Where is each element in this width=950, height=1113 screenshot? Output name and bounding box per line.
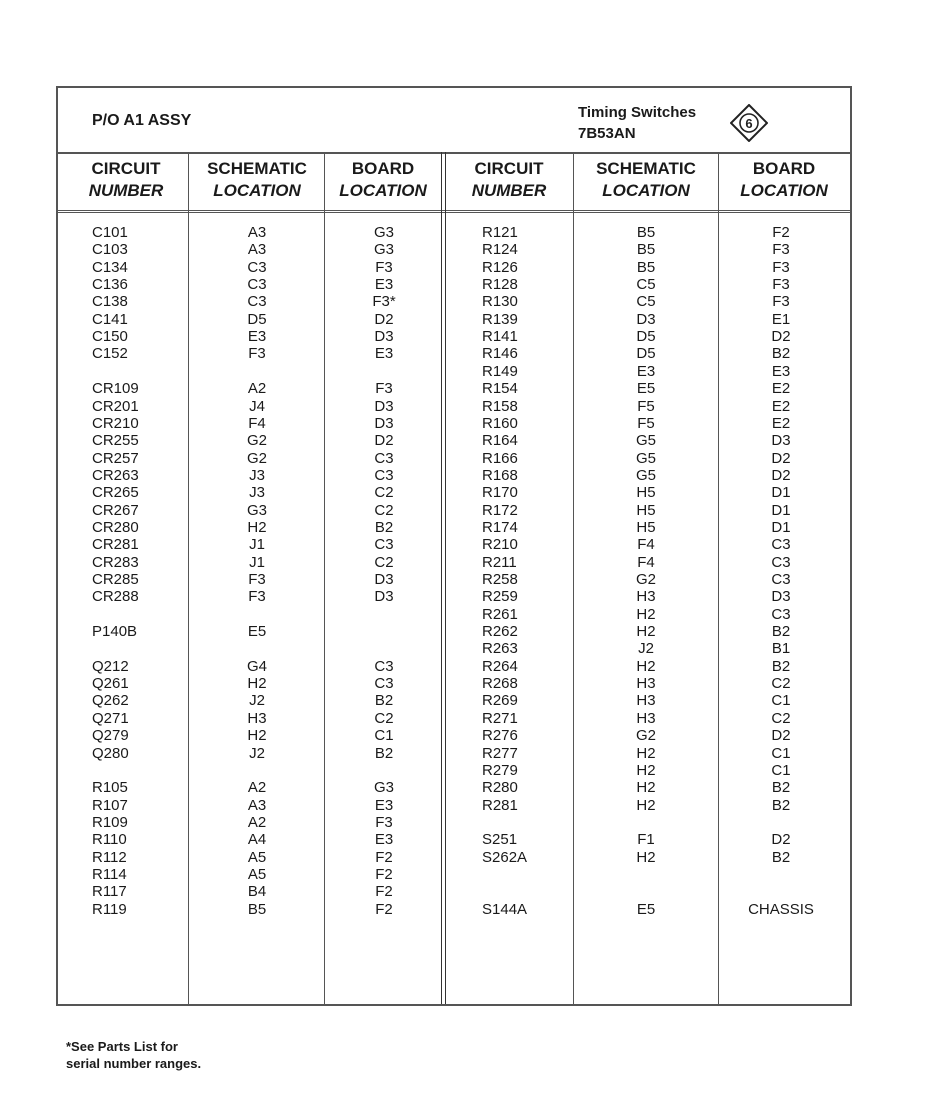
- board-location: F3: [375, 258, 393, 276]
- circuit-number: CR288: [92, 588, 139, 606]
- board-location: D3: [771, 588, 791, 606]
- schematic-location: C3: [247, 276, 267, 294]
- schematic-location: H2: [636, 796, 656, 814]
- section-title-line2: 7B53AN: [578, 125, 636, 142]
- schematic-location: G5: [635, 432, 656, 450]
- schematic-location: H2: [636, 657, 656, 675]
- board-location: C1: [771, 692, 791, 710]
- circuit-number: R121: [482, 224, 518, 241]
- board-location: E3: [771, 362, 791, 380]
- schematic-location: G5: [635, 466, 656, 484]
- schematic-location: F4: [637, 553, 655, 571]
- board-location: C3: [771, 536, 791, 554]
- schematic-location: B5: [636, 224, 656, 241]
- circuit-number: R269: [482, 692, 518, 710]
- circuit-number: R170: [482, 484, 518, 502]
- schematic-location: G2: [246, 432, 267, 450]
- circuit-number: C152: [92, 345, 128, 363]
- schematic-location: F3: [248, 345, 266, 363]
- circuit-number: R281: [482, 796, 518, 814]
- circuit-number: S262A: [482, 848, 528, 866]
- circuit-number: R160: [482, 414, 518, 432]
- circuit-number: R174: [482, 518, 518, 536]
- board-location: D1: [771, 518, 791, 536]
- schematic-location: D5: [247, 310, 267, 328]
- circuit-number: S251: [482, 831, 518, 849]
- circuit-number: Q279: [92, 727, 129, 745]
- footnote: [66, 1038, 201, 1072]
- schematic-location: H2: [247, 727, 267, 745]
- board-location: D2: [374, 310, 394, 328]
- circuit-number: R280: [482, 779, 518, 797]
- board-location: F2: [375, 900, 393, 918]
- board-location: C2: [771, 709, 791, 727]
- board-location: B2: [771, 779, 791, 797]
- schematic-location: H3: [636, 588, 656, 606]
- circuit-number: R259: [482, 588, 518, 606]
- board-location: E2: [771, 380, 791, 398]
- column-header: [66, 158, 186, 202]
- board-location: [324, 623, 444, 641]
- circuit-number: C138: [92, 293, 128, 311]
- circuit-number: C134: [92, 258, 128, 276]
- column-header-line2: NUMBER: [88, 181, 164, 200]
- board-location: D3: [374, 414, 394, 432]
- circuit-number: CR255: [92, 432, 139, 450]
- column-header: [719, 158, 849, 202]
- schematic-location: F1: [637, 831, 655, 849]
- circuit-number: R149: [482, 362, 518, 380]
- board-location: C2: [374, 484, 394, 502]
- schematic-location: D3: [636, 310, 656, 328]
- board-location: D2: [771, 727, 791, 745]
- board-location: F2: [375, 848, 393, 866]
- circuit-number: R258: [482, 571, 518, 588]
- board-location: D3: [374, 328, 394, 346]
- schematic-location: H3: [636, 675, 656, 693]
- circuit-number: CR280: [92, 518, 139, 536]
- schematic-location: F3: [248, 588, 266, 606]
- section-title: [578, 102, 696, 144]
- schematic-location: F4: [637, 536, 655, 554]
- circuit-number: R114: [92, 865, 127, 883]
- parts-location-table: [56, 86, 852, 1006]
- circuit-number: R107: [92, 796, 128, 814]
- board-location: E1: [771, 310, 791, 328]
- board-location: F3*: [372, 293, 396, 311]
- board-location: D3: [374, 571, 394, 588]
- circuit-number: R126: [482, 258, 518, 276]
- schematic-location: J3: [249, 484, 265, 502]
- badge-number: 6: [745, 116, 753, 131]
- circuit-number: CR257: [92, 449, 139, 467]
- board-location: F3: [772, 241, 790, 259]
- circuit-number: R110: [92, 831, 127, 849]
- column-header-line1: CIRCUIT: [474, 159, 544, 178]
- circuit-number: CR281: [92, 536, 139, 554]
- board-location: F2: [772, 224, 790, 241]
- schematic-location: H2: [636, 848, 656, 866]
- column-header-line1: SCHEMATIC: [207, 159, 307, 178]
- schematic-location: E5: [247, 623, 267, 641]
- circuit-number: Q271: [92, 709, 129, 727]
- schematic-location: B5: [636, 241, 656, 259]
- circuit-number: C150: [92, 328, 128, 346]
- board-location: C3: [374, 449, 394, 467]
- assembly-label: P/O A1 ASSY: [92, 112, 192, 129]
- board-location: D3: [374, 397, 394, 415]
- column-header-line2: NUMBER: [471, 181, 547, 200]
- board-location: C1: [771, 744, 791, 762]
- circuit-number: CR109: [92, 380, 139, 398]
- board-location: F3: [375, 380, 393, 398]
- circuit-number: CR265: [92, 484, 139, 502]
- circuit-number: R141: [482, 328, 518, 346]
- board-location: C2: [374, 709, 394, 727]
- board-location: C3: [771, 605, 791, 623]
- circuit-number: Q262: [92, 692, 129, 710]
- board-location: B2: [771, 345, 791, 363]
- circuit-number: R166: [482, 449, 518, 467]
- schematic-location: J4: [249, 397, 265, 415]
- board-location: C3: [374, 536, 394, 554]
- schematic-location: C5: [636, 293, 656, 311]
- schematic-location: J3: [249, 466, 265, 484]
- board-location: G3: [373, 241, 394, 259]
- board-location: D2: [771, 328, 791, 346]
- schematic-location: H5: [636, 484, 656, 502]
- circuit-number: R268: [482, 675, 518, 693]
- board-location: C3: [771, 553, 791, 571]
- schematic-location: J2: [638, 640, 654, 658]
- schematic-location: H3: [636, 709, 656, 727]
- board-location: C2: [374, 501, 394, 519]
- board-location: F3: [375, 813, 393, 831]
- schematic-location: H2: [636, 761, 656, 779]
- board-location: D1: [771, 484, 791, 502]
- circuit-number: R112: [92, 848, 127, 866]
- schematic-location: A2: [247, 779, 267, 797]
- circuit-number: R168: [482, 466, 518, 484]
- circuit-number: R128: [482, 276, 518, 294]
- schematic-location: C5: [636, 276, 656, 294]
- circuit-number: Q280: [92, 744, 129, 762]
- schematic-location: F5: [637, 397, 655, 415]
- circuit-number: CR267: [92, 501, 139, 519]
- table-title-bar: [58, 88, 850, 154]
- circuit-number: R263: [482, 640, 518, 658]
- schematic-location: E3: [636, 362, 656, 380]
- diamond-badge-icon: [730, 104, 768, 142]
- circuit-number: R124: [482, 241, 518, 259]
- circuit-number: R109: [92, 813, 128, 831]
- schematic-location: G4: [246, 657, 267, 675]
- circuit-number: C103: [92, 241, 128, 259]
- board-location: E3: [374, 796, 394, 814]
- circuit-number: R277: [482, 744, 518, 762]
- schematic-location: J2: [249, 692, 265, 710]
- circuit-number: R130: [482, 293, 518, 311]
- circuit-number: R261: [482, 605, 518, 623]
- board-location: F2: [375, 865, 393, 883]
- board-location: C1: [771, 761, 791, 779]
- board-location: D3: [771, 432, 791, 450]
- circuit-number: R139: [482, 310, 518, 328]
- circuit-number: CR210: [92, 414, 139, 432]
- schematic-location: B4: [247, 883, 267, 901]
- board-location: B2: [374, 518, 394, 536]
- column-header-line2: LOCATION: [740, 181, 828, 200]
- column-header-line2: LOCATION: [602, 181, 690, 200]
- circuit-number: R146: [482, 345, 518, 363]
- circuit-number: CR285: [92, 571, 139, 588]
- board-location: B2: [374, 744, 394, 762]
- footnote-line2: serial number ranges.: [66, 1056, 202, 1071]
- schematic-location: B5: [636, 258, 656, 276]
- schematic-location: H3: [247, 709, 267, 727]
- board-location: D2: [374, 432, 394, 450]
- board-location: B2: [771, 623, 791, 641]
- schematic-location: H2: [636, 623, 656, 641]
- circuit-number: CR263: [92, 466, 139, 484]
- board-location: C3: [374, 466, 394, 484]
- board-location: F3: [772, 258, 790, 276]
- column-header: [574, 158, 718, 202]
- column-header-line2: LOCATION: [213, 181, 301, 200]
- column-header-line1: CIRCUIT: [91, 159, 161, 178]
- board-location: CHASSIS: [748, 900, 814, 918]
- circuit-number: R262: [482, 623, 518, 641]
- schematic-location: H2: [636, 605, 656, 623]
- schematic-location: H5: [636, 518, 656, 536]
- circuit-number: CR283: [92, 553, 139, 571]
- board-location: C3: [374, 675, 394, 693]
- schematic-location: A5: [247, 865, 267, 883]
- circuit-number: R211: [482, 553, 517, 571]
- board-location: E3: [374, 345, 394, 363]
- schematic-location: A2: [247, 380, 267, 398]
- circuit-number: Q212: [92, 657, 129, 675]
- board-location: C3: [374, 657, 394, 675]
- board-location: G3: [373, 779, 394, 797]
- schematic-location: A2: [247, 813, 267, 831]
- board-location: F3: [772, 276, 790, 294]
- board-location: E2: [771, 397, 791, 415]
- footnote-line1: *See Parts List for: [66, 1039, 178, 1054]
- schematic-location: H2: [636, 744, 656, 762]
- schematic-location: D5: [636, 345, 656, 363]
- circuit-number: R172: [482, 501, 518, 519]
- schematic-location: E5: [636, 900, 656, 918]
- schematic-location: H2: [636, 779, 656, 797]
- circuit-number: C101: [92, 224, 128, 241]
- circuit-number: S144A: [482, 900, 528, 918]
- circuit-number: R119: [92, 900, 127, 918]
- schematic-location: F5: [637, 414, 655, 432]
- circuit-number: P140B: [92, 623, 138, 641]
- circuit-number: CR201: [92, 397, 139, 415]
- board-location: D2: [771, 831, 791, 849]
- schematic-location: C3: [247, 258, 267, 276]
- schematic-location: E5: [636, 380, 656, 398]
- column-header: [326, 158, 440, 202]
- schematic-location: B5: [247, 900, 267, 918]
- schematic-location: A3: [247, 241, 267, 259]
- schematic-location: H3: [636, 692, 656, 710]
- circuit-number: R271: [482, 709, 518, 727]
- column-header-line1: BOARD: [351, 159, 415, 178]
- board-location: D1: [771, 501, 791, 519]
- schematic-location: J2: [249, 744, 265, 762]
- schematic-location: F3: [248, 571, 266, 588]
- circuit-number: R279: [482, 761, 518, 779]
- circuit-number: C141: [92, 310, 128, 328]
- board-location: B2: [771, 657, 791, 675]
- board-location: D2: [771, 449, 791, 467]
- circuit-number: R264: [482, 657, 518, 675]
- circuit-number: R158: [482, 397, 518, 415]
- column-divider: [188, 152, 189, 1004]
- board-location: E3: [374, 831, 394, 849]
- schematic-location: J1: [249, 553, 265, 571]
- column-header: [190, 158, 324, 202]
- schematic-location: G2: [246, 449, 267, 467]
- schematic-location: A3: [247, 796, 267, 814]
- board-location: F2: [375, 883, 393, 901]
- schematic-location: A4: [247, 831, 267, 849]
- circuit-number: Q261: [92, 675, 129, 693]
- board-location: B2: [771, 796, 791, 814]
- board-location: E3: [374, 276, 394, 294]
- schematic-location: G2: [635, 727, 656, 745]
- board-location: F3: [772, 293, 790, 311]
- schematic-location: A5: [247, 848, 267, 866]
- board-location: B1: [771, 640, 791, 658]
- board-location: G3: [373, 224, 394, 241]
- schematic-location: G3: [246, 501, 267, 519]
- board-location: B2: [771, 848, 791, 866]
- board-location: E2: [771, 414, 791, 432]
- schematic-location: G2: [635, 571, 656, 588]
- circuit-number: R276: [482, 727, 518, 745]
- column-header-line1: BOARD: [752, 159, 816, 178]
- board-location: D3: [374, 588, 394, 606]
- circuit-number: R105: [92, 779, 128, 797]
- board-location: B2: [374, 692, 394, 710]
- board-location: C1: [374, 727, 394, 745]
- circuit-number: R164: [482, 432, 518, 450]
- column-header: [446, 158, 572, 202]
- schematic-location: G5: [635, 449, 656, 467]
- schematic-location: H5: [636, 501, 656, 519]
- board-location: D2: [771, 466, 791, 484]
- column-header-line2: LOCATION: [339, 181, 427, 200]
- schematic-location: H2: [247, 675, 267, 693]
- column-header-line1: SCHEMATIC: [596, 159, 696, 178]
- schematic-location: F4: [248, 414, 266, 432]
- schematic-location: C3: [247, 293, 267, 311]
- schematic-location: D5: [636, 328, 656, 346]
- schematic-location: E3: [247, 328, 267, 346]
- board-location: C2: [771, 675, 791, 693]
- circuit-number: R117: [92, 883, 127, 901]
- schematic-location: H2: [247, 518, 267, 536]
- circuit-number: C136: [92, 276, 128, 294]
- schematic-location: A3: [247, 224, 267, 241]
- board-location: C2: [374, 553, 394, 571]
- board-location: C3: [771, 571, 791, 588]
- section-title-line1: Timing Switches: [578, 104, 697, 121]
- circuit-number: R154: [482, 380, 518, 398]
- schematic-location: J1: [249, 536, 265, 554]
- circuit-number: R210: [482, 536, 518, 554]
